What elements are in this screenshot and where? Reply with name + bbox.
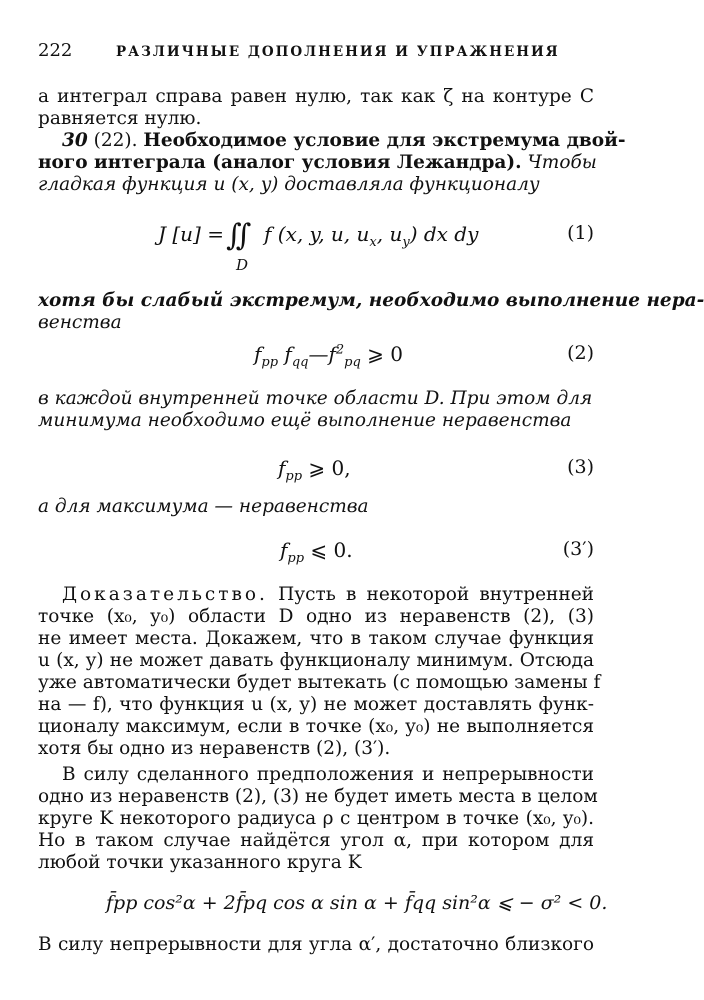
text-line: хотя бы одно из неравенств (2), (3′).	[38, 738, 391, 759]
text-line: а для максимума — неравенства	[38, 496, 369, 517]
text-line: хотя бы слабый экстремум, необходимо выполнение нера-	[38, 290, 704, 311]
text-line: u (x, y) не может давать функционалу минимум. Отсюда	[38, 650, 594, 671]
book-page	[38, 40, 704, 980]
equation-2	[38, 342, 594, 372]
eq1-number: (1)	[567, 222, 594, 244]
text-line: точке (x₀, y₀) области D одно из неравенств (2), (3)	[38, 606, 594, 627]
eq1-integrand: f (x, y, u, $u_x$, $u_y$) dx dy	[264, 222, 479, 250]
text-line: в каждой внутренней точке области D. При этом для	[38, 388, 593, 409]
text-line: на — f), что функция u (x, y) не может доставлять функ-	[38, 694, 594, 715]
text-line: В силу непрерывности для угла α′, достаточно близкого	[38, 934, 594, 955]
problem-heading	[38, 130, 626, 152]
page-number: 222	[38, 40, 73, 61]
eq3p-expr: $f_{pp}$ ⩽ 0.	[280, 538, 353, 566]
text-line: уже автоматически будет вытекать (с помощью замены f	[38, 672, 601, 693]
text-line: любой точки указанного круга K	[38, 852, 362, 873]
text-line: ционалу максимум, если в точке (x₀, y₀) не выполняется	[38, 716, 594, 737]
equation-4	[38, 892, 608, 922]
equation-3-prime	[38, 538, 594, 568]
text-line: минимума необходимо ещё выполнение неравенства	[38, 410, 572, 431]
equation-1	[38, 218, 594, 278]
eq4-expr: f̄pp cos²α + 2f̄pq cos α sin α + f̄qq sin²α ⩽ − σ² < 0.	[106, 892, 608, 914]
statement-start: Чтобы	[521, 152, 597, 173]
eq3p-number: (3′)	[562, 538, 594, 560]
text-line: не имеет места. Докажем, что в таком случае функция	[38, 628, 594, 649]
eq3-expr: $f_{pp}$ ⩾ 0,	[278, 456, 351, 484]
text-line: одно из неравенств (2), (3) не будет иметь места в целом	[38, 786, 598, 807]
text-line: круге K некоторого радиуса ρ с центром в точке (x₀, y₀).	[38, 808, 594, 829]
problem-number: 30	[62, 130, 88, 151]
double-integral-sign: ∫∫	[226, 218, 246, 253]
text-line: равняется нулю.	[38, 108, 202, 129]
text-line: В силу сделанного предположения и непрерывности	[62, 764, 594, 785]
eq2-number: (2)	[567, 342, 594, 364]
equation-3	[38, 456, 594, 486]
integration-domain: D	[236, 256, 249, 274]
text-line: гладкая функция u (x, y) доставляла функционалу	[38, 174, 540, 195]
problem-title-cont: ного интеграла (аналог условия Лежандра).	[38, 152, 522, 173]
proof-label: Доказательство.	[62, 584, 268, 605]
problem-ref: (22).	[87, 130, 144, 151]
text-line: венства	[38, 312, 122, 333]
text-line: а интеграл справа равен нулю, так как ζ на контуре C	[38, 86, 594, 107]
eq2-expr: $f_{pp}$ $f_{qq}—f^2_{pq}$ ⩾ 0	[254, 342, 404, 370]
text-line: Но в таком случае найдётся угол α, при котором для	[38, 830, 594, 851]
eq3-number: (3)	[567, 456, 594, 478]
eq1-lhs: J [u] =	[158, 222, 224, 246]
proof-first-line: Доказательство. Пусть в некоторой внутренней	[62, 584, 594, 605]
problem-title: Необходимое условие для экстремума двой-	[143, 130, 626, 151]
running-header	[38, 40, 594, 66]
running-title: РАЗЛИЧНЫЕ ДОПОЛНЕНИЯ И УПРАЖНЕНИЯ	[116, 44, 560, 60]
problem-heading-cont	[38, 152, 597, 174]
